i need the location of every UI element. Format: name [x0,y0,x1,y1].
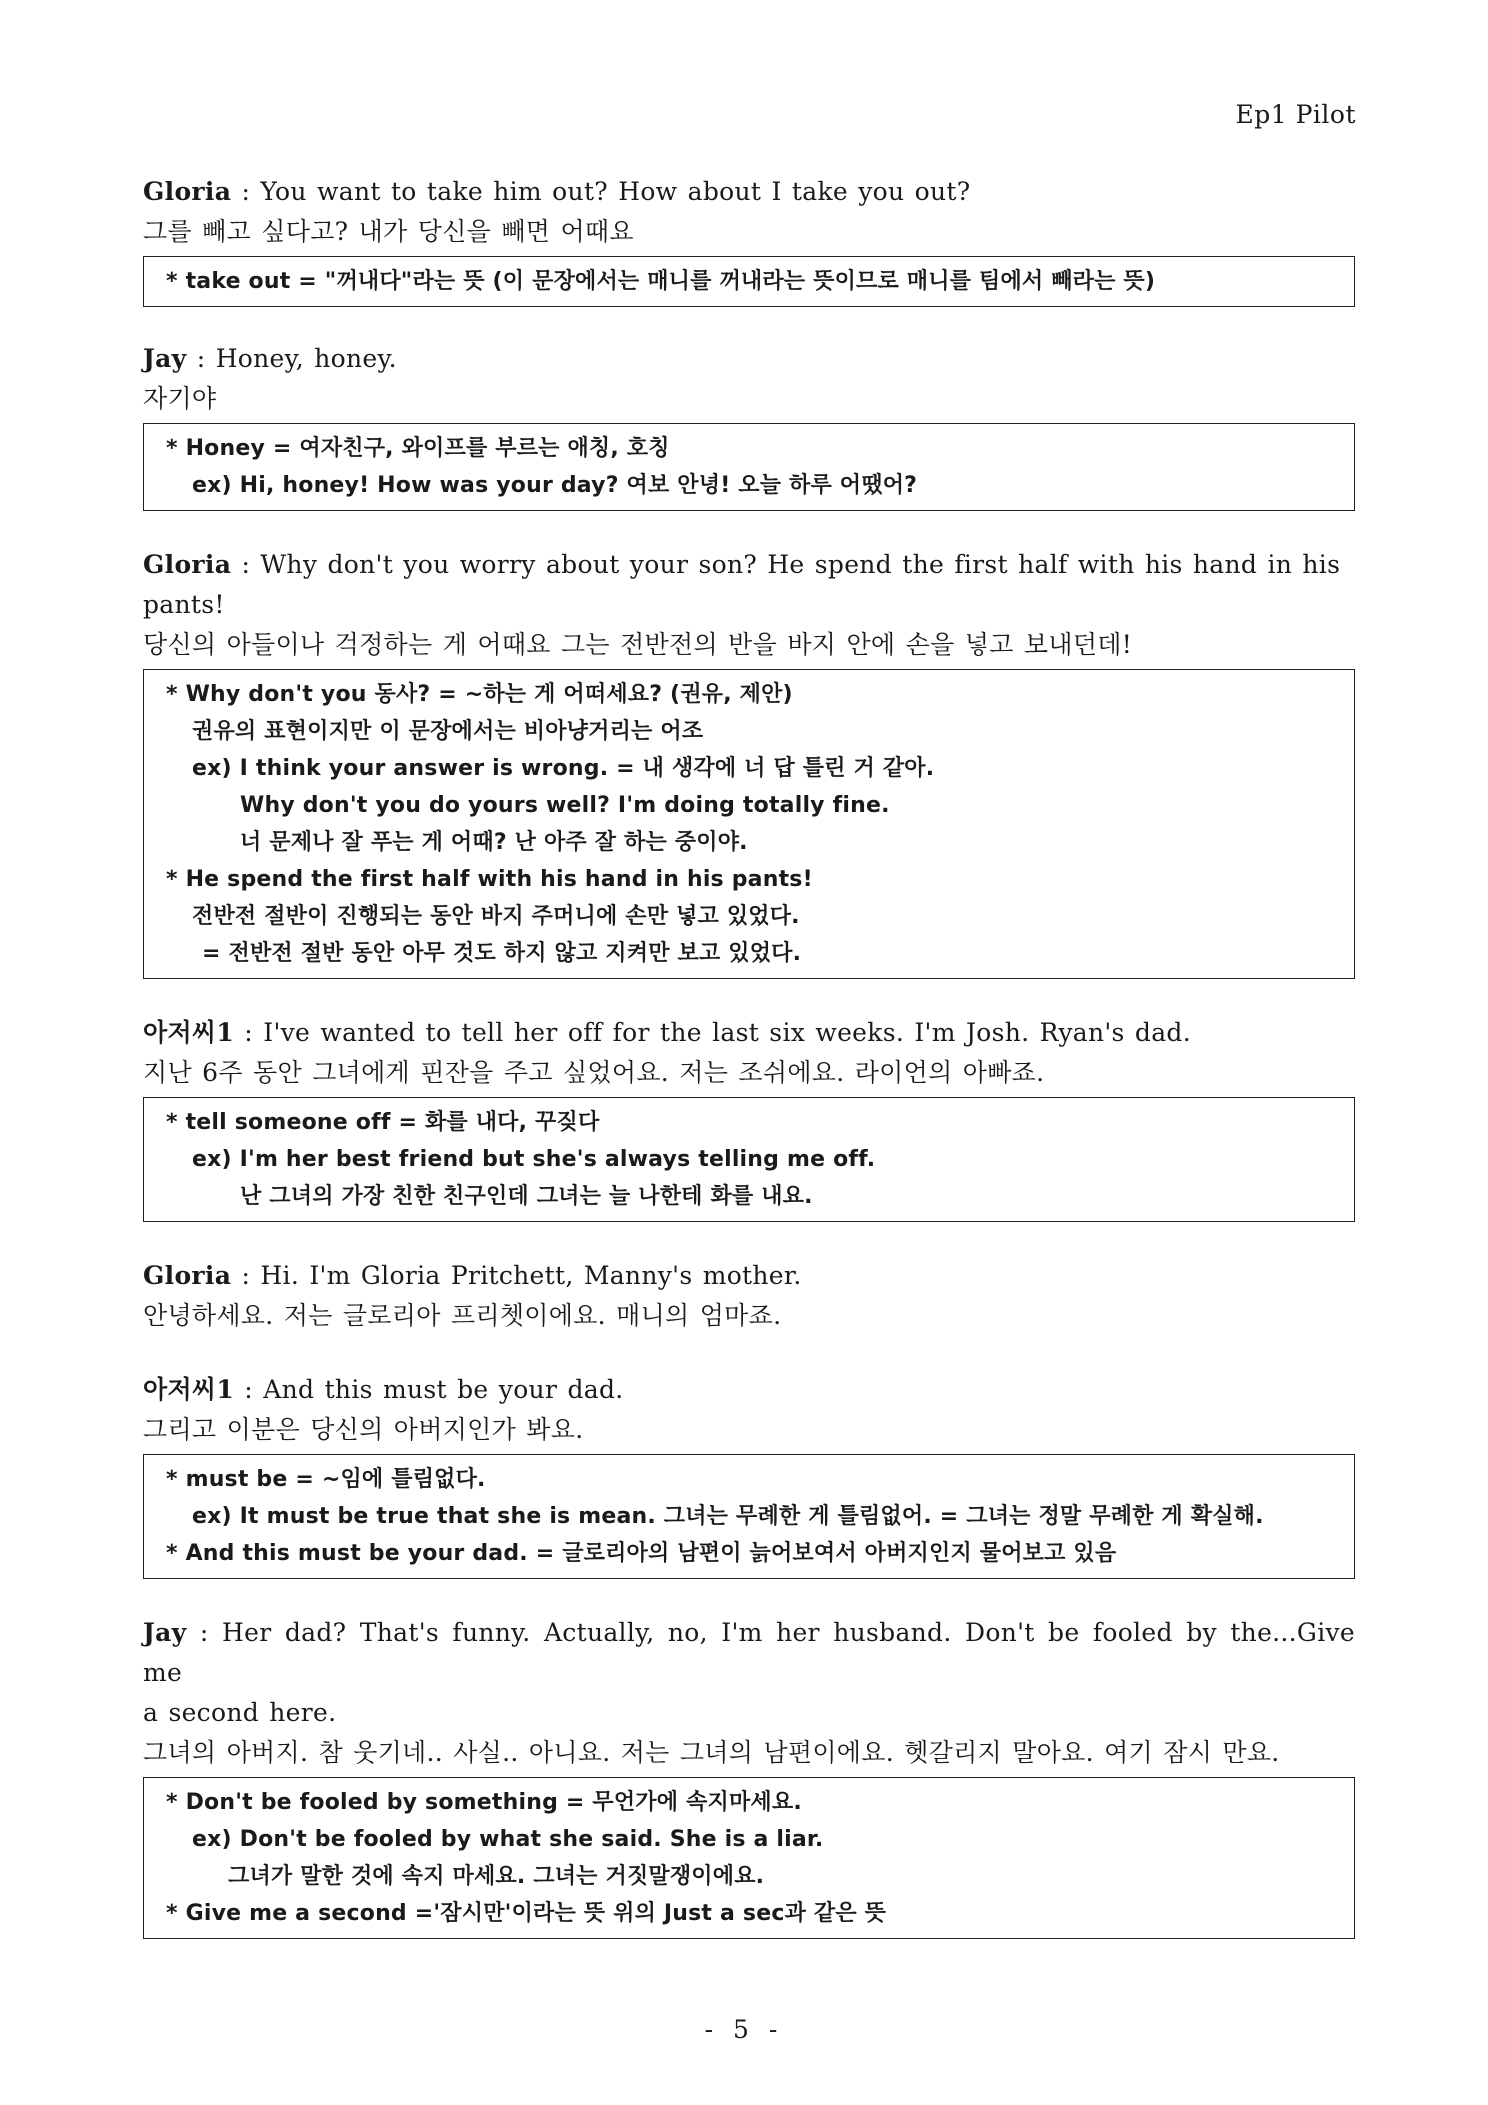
dialogue-line: 아저씨1 : And this must be your dad. [143,1375,624,1404]
note-line: 너 문제나 잘 푸는 게 어때? 난 아주 잘 하는 중이야. [240,830,748,855]
korean-translation: 그녀의 아버지. 참 웃기네.. 사실.. 아니요. 저는 그녀의 남편이에요. 헷갈리지 말아요. 여기 잠시 만요. [143,1738,1280,1767]
note-line: * And this must be your dad. = 글로리아의 남편이 늙어보여서 아버지인지 물어보고 있음 [166,1541,1117,1566]
note-line: * Honey = 여자친구, 와이프를 부르는 애칭, 호칭 [166,436,670,461]
note-line: = 전반전 절반 동안 아무 것도 하지 않고 지켜만 보고 있었다. [202,941,802,966]
vocab-note-box [143,1777,1355,1939]
note-line: * Don't be fooled by something = 무언가에 속지마세요. [166,1790,802,1815]
note-line: Why don't you do yours well? I'm doing totally fine. [240,793,890,818]
dialogue-line-continued: a second here. [143,1698,337,1727]
dialogue-block [143,339,1355,511]
english-line: You want to take him out? How about I take you out? [260,177,971,206]
dialogue-line: 아저씨1 : I've wanted to tell her off for the last six weeks. I'm Josh. Ryan's dad. [143,1018,1191,1047]
note-line: ex) It must be true that she is mean. 그녀는 무례한 게 틀림없어. = 그녀는 정말 무례한 게 확실해. [192,1504,1264,1529]
note-line: 전반전 절반이 진행되는 동안 바지 주머니에 손만 넣고 있었다. [192,904,800,929]
dialogue-line: Jay : Her dad? That's funny. Actually, no, I'm her husband. Don't be fooled by the...Give me [143,1618,1356,1687]
english-line: Honey, honey. [215,344,397,373]
note-line: * take out = "꺼내다"라는 뜻 (이 문장에서는 매니를 꺼내라는 뜻이므로 매니를 팀에서 빼라는 뜻) [166,269,1156,294]
english-line: Why don't you worry about your son? He spend the first half with his hand in his [260,550,1341,579]
dialogue-block [143,1370,1355,1579]
korean-translation: 그를 빼고 싶다고? 내가 당신을 빼면 어때요 [143,217,634,246]
dialogue-block [143,1613,1355,1939]
speaker-name: Gloria [143,177,232,206]
note-line: * must be = ~임에 틀림없다. [166,1467,486,1492]
note-line: ex) I'm her best friend but she's always telling me off. [192,1147,876,1172]
dialogue-line: Gloria : Why don't you worry about your son? He spend the first half with his hand in his [143,550,1341,579]
english-line: Her dad? That's funny. Actually, no, I'm her husband. Don't be fooled by the...Give me [143,1618,1356,1687]
vocab-note-box [143,1454,1355,1579]
vocab-note-box [143,669,1355,979]
korean-translation: 그리고 이분은 당신의 아버지인가 봐요. [143,1415,584,1444]
episode-header: Ep1 Pilot [1235,100,1356,129]
dialogue-block [143,172,1355,307]
speaker-name: 아저씨1 [143,1018,235,1047]
speaker-name: Gloria [143,550,232,579]
note-line: * Give me a second ='잠시만'이라는 뜻 위의 Just a sec과 같은 뜻 [166,1901,887,1926]
speaker-name: 아저씨1 [143,1375,235,1404]
note-line: ex) Don't be fooled by what she said. She is a liar. [192,1827,824,1852]
dialogue-block [143,1256,1355,1336]
english-line: Hi. I'm Gloria Pritchett, Manny's mother. [260,1261,802,1290]
dialogue-line-continued: pants! [143,590,225,619]
script-content [143,172,1355,1973]
note-line: * Why don't you 동사? = ~하는 게 어떠세요? (권유, 제안) [166,682,793,707]
speaker-name: Jay [143,344,187,373]
english-line: And this must be your dad. [263,1375,624,1404]
vocab-note-box [143,423,1355,511]
vocab-note-box [143,256,1355,307]
note-line: 그녀가 말한 것에 속지 마세요. 그녀는 거짓말쟁이에요. [228,1864,765,1889]
dialogue-line: Gloria : Hi. I'm Gloria Pritchett, Manny's mother. [143,1261,802,1290]
speaker-name: Gloria [143,1261,232,1290]
note-line: ex) I think your answer is wrong. = 내 생각에 너 답 틀린 거 같아. [192,756,935,781]
page-number: - 5 - [704,2015,784,2044]
note-line: * He spend the first half with his hand in his pants! [166,867,813,892]
note-line: 난 그녀의 가장 친한 친구인데 그녀는 늘 나한테 화를 내요. [240,1184,813,1209]
dialogue-line: Gloria : You want to take him out? How about I take you out? [143,177,971,206]
korean-translation: 지난 6주 동안 그녀에게 핀잔을 주고 싶었어요. 저는 조쉬에요. 라이언의 아빠죠. [143,1058,1045,1087]
dialogue-line: Jay : Honey, honey. [143,344,397,373]
english-line: I've wanted to tell her off for the last six weeks. I'm Josh. Ryan's dad. [263,1018,1191,1047]
korean-translation: 안녕하세요. 저는 글로리아 프리쳇이에요. 매니의 엄마죠. [143,1301,782,1330]
note-line: * tell someone off = 화를 내다, 꾸짖다 [166,1110,600,1135]
korean-translation: 자기야 [143,384,217,413]
dialogue-block [143,545,1355,979]
vocab-note-box [143,1097,1355,1222]
note-line: 권유의 표현이지만 이 문장에서는 비아냥거리는 어조 [192,719,704,744]
note-line: ex) Hi, honey! How was your day? 여보 안녕! 오늘 하루 어땠어? [192,473,918,498]
korean-translation: 당신의 아들이나 걱정하는 게 어때요 그는 전반전의 반을 바지 안에 손을 넣고 보내던데! [143,630,1133,659]
dialogue-block [143,1013,1355,1222]
speaker-name: Jay [143,1618,187,1647]
